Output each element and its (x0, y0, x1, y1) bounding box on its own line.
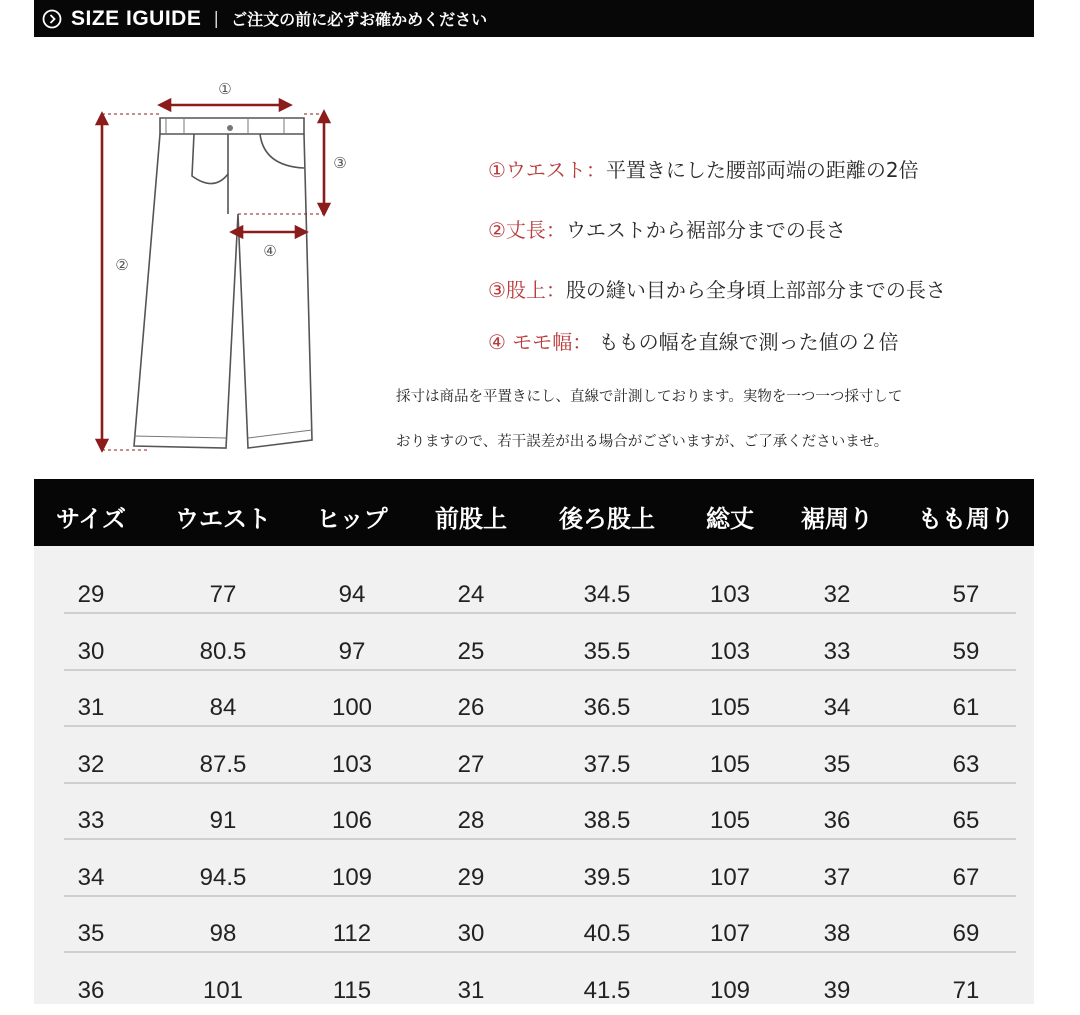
table-cell: 33 (823, 637, 851, 665)
table-cell: 29 (457, 863, 485, 891)
table-cell: 103 (331, 750, 373, 778)
table-cell: 94.5 (199, 863, 247, 891)
marker-4: ④ (263, 242, 277, 260)
table-cell: 38 (823, 920, 851, 947)
table-cell: 97 (338, 637, 366, 665)
pants-diagram (88, 74, 388, 474)
chevron-right-circle-icon (42, 9, 62, 29)
definition-text: 股の縫い目から全身頃上部部分までの長さ (565, 278, 946, 302)
table-cell: 36 (77, 976, 105, 1004)
definition-label: ④ モモ幅： (488, 330, 593, 354)
table-cell: 32 (77, 750, 105, 778)
table-cell: 109 (331, 863, 373, 891)
table-cell: 32 (823, 581, 851, 608)
row-divider (64, 612, 1016, 614)
marker-1: ① (218, 80, 232, 98)
table-cell: 34 (823, 694, 851, 721)
table-cell: 91 (209, 807, 237, 834)
table-cell: 35 (823, 750, 851, 778)
table-cell: 30 (77, 637, 105, 665)
size-guide-header (34, 0, 1034, 37)
table-row (34, 676, 1034, 732)
definition-label: ③股上： (488, 278, 566, 302)
table-cell: 115 (332, 976, 372, 1004)
table-cell: 61 (952, 694, 980, 721)
row-divider (64, 782, 1016, 784)
table-header (34, 479, 1034, 546)
table-cell: 63 (952, 750, 980, 778)
table-cell: 77 (209, 581, 237, 608)
table-cell: 84 (209, 694, 237, 721)
table-row (34, 789, 1034, 845)
row-divider (64, 895, 1016, 897)
definition-text: 平置きにした腰部両端の距離の2倍 (605, 158, 919, 182)
table-cell: 39 (823, 976, 851, 1004)
table-cell: 27 (457, 750, 485, 778)
table-cell: 34 (77, 863, 105, 891)
definition-rise (488, 274, 946, 303)
row-divider (64, 669, 1016, 671)
header-note: ご注文の前に必ずお確かめください (231, 10, 488, 29)
table-cell: 69 (952, 920, 980, 947)
table-row (34, 846, 1034, 902)
marker-3: ③ (333, 154, 347, 172)
table-cell: 33 (77, 807, 105, 834)
table-cell: 40.5 (583, 920, 631, 947)
table-cell: 107 (709, 863, 751, 891)
table-cell: 39.5 (583, 863, 631, 891)
column-header-hem: 裾周り (801, 505, 873, 533)
table-cell: 28 (457, 807, 485, 834)
table-cell: 38.5 (583, 807, 631, 834)
table-cell: 105 (709, 807, 751, 834)
table-cell: 103 (709, 581, 751, 608)
definition-length (488, 214, 846, 243)
header-separator: | (213, 8, 220, 29)
table-cell: 67 (952, 863, 980, 891)
table-cell: 36 (823, 807, 851, 834)
definition-thigh (488, 326, 899, 355)
definition-waist (488, 154, 919, 183)
table-row (34, 563, 1034, 619)
table-cell: 35.5 (583, 637, 631, 665)
table-cell: 29 (77, 581, 105, 608)
table-cell: 100 (331, 694, 373, 721)
definition-label: ①ウエスト： (488, 158, 606, 182)
row-divider (64, 951, 1016, 953)
header-title: SIZE IGUIDE (71, 6, 202, 30)
table-cell: 106 (331, 807, 373, 834)
table-cell: 105 (709, 750, 751, 778)
table-row (34, 620, 1034, 676)
row-divider (64, 725, 1016, 727)
table-cell: 98 (209, 920, 237, 947)
column-header-hip: ヒップ (316, 505, 388, 533)
table-row (34, 733, 1034, 789)
table-cell: 35 (77, 920, 105, 947)
table-cell: 31 (457, 976, 485, 1004)
column-header-size: サイズ (55, 505, 127, 533)
definition-text: ももの幅を直線で測った値の２倍 (592, 330, 899, 354)
column-header-thigh: もも周り (918, 505, 1014, 533)
table-cell: 112 (332, 920, 372, 947)
definition-label: ②丈長： (488, 218, 566, 242)
table-cell: 101 (202, 976, 244, 1004)
table-row (34, 902, 1034, 958)
table-cell: 25 (457, 637, 485, 665)
table-cell: 87.5 (199, 750, 247, 778)
definition-text: ウエストから裾部分までの長さ (565, 218, 846, 242)
table-row (34, 959, 1034, 1015)
table-cell: 65 (952, 807, 980, 834)
table-cell: 24 (457, 581, 485, 608)
table-cell: 109 (709, 976, 751, 1004)
table-cell: 71 (952, 976, 980, 1004)
table-cell: 94 (338, 581, 366, 608)
marker-2: ② (115, 256, 129, 274)
table-cell: 41.5 (583, 976, 631, 1004)
measurement-note-line-1: 採寸は商品を平置きにし、直線で計測しております。実物を一つ一つ採寸して (396, 389, 903, 405)
table-cell: 30 (457, 920, 485, 947)
column-header-front-rise: 前股上 (435, 505, 507, 533)
table-cell: 34.5 (583, 581, 631, 608)
table-cell: 57 (952, 581, 980, 608)
table-cell: 37 (823, 863, 851, 891)
measurement-note-line-2: おりますので、若干誤差が出る場合がございますが、ご了承くださいませ。 (396, 434, 889, 450)
table-cell: 31 (77, 694, 105, 721)
table-cell: 107 (709, 920, 751, 947)
table-cell: 80.5 (199, 637, 247, 665)
column-header-total-length: 総丈 (706, 505, 754, 533)
table-cell: 37.5 (583, 750, 631, 778)
column-header-back-rise: 後ろ股上 (559, 505, 655, 533)
column-header-waist: ウエスト (175, 505, 271, 533)
row-divider (64, 838, 1016, 840)
table-cell: 26 (457, 694, 485, 721)
table-cell: 59 (952, 637, 980, 665)
size-table (34, 479, 1034, 1004)
table-cell: 103 (709, 637, 751, 665)
table-cell: 36.5 (583, 694, 631, 721)
table-cell: 105 (709, 694, 751, 721)
